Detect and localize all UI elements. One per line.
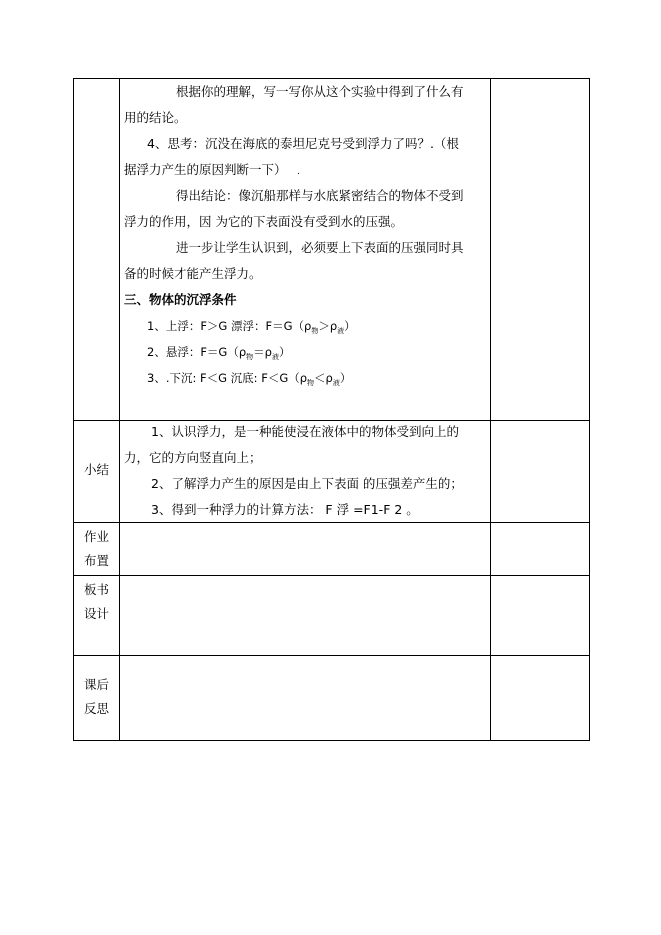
column-divider-left xyxy=(119,79,120,740)
row-divider-homework xyxy=(74,522,589,523)
text-line: 用的结论。 xyxy=(124,110,187,125)
summary-line: 2、了解浮力产生的原因是由上下表面 的压强差产生的； xyxy=(151,476,463,491)
text-line: 4、思考：沉没在海底的泰坦尼克号受到浮力了吗？.（根 xyxy=(147,136,459,151)
text-line: 根据你的理解，写一写你从这个实验中得到了什么有 xyxy=(176,84,464,99)
homework-label-2: 布置 xyxy=(83,553,109,568)
text-line: 浮力的作用，因 为它的下表面没有受到水的压强。 xyxy=(124,214,403,229)
reflection-label-1: 课后 xyxy=(83,677,109,692)
stray-mark: . xyxy=(297,167,300,177)
row-divider-board xyxy=(74,575,589,576)
text-line: 据浮力产生的原因判断一下） xyxy=(124,162,287,177)
condition-sink: 3、.下沉: F＜G 沉底: $F<G(\rho_物<\rho_液)$ xyxy=(147,371,352,387)
condition-suspend: 2、悬浮：$F=G(\rho_物=\rho_液)$ xyxy=(147,345,291,361)
board-label-1: 板书 xyxy=(83,582,109,597)
homework-label-1: 作业 xyxy=(83,529,109,544)
column-divider-right xyxy=(490,79,491,740)
summary-line: 力，它的方向竖直向上； xyxy=(124,450,262,465)
reflection-label-2: 反思 xyxy=(83,701,109,716)
text-line: 备的时候才能产生浮力。 xyxy=(124,266,262,281)
summary-line: 3、得到一种浮力的计算方法： F 浮 =F1-F 2 。 xyxy=(151,502,419,517)
text-line: 进一步让学生认识到，必须要上下表面的压强同时具 xyxy=(176,240,464,255)
summary-label: 小结 xyxy=(83,462,109,477)
section-heading: 三、物体的沉浮条件 xyxy=(124,292,237,307)
summary-line: 1、认识浮力，是一种能使浸在液体中的物体受到向上的 xyxy=(151,424,459,439)
row-divider-summary xyxy=(74,420,589,421)
text-line: 得出结论：像沉船那样与水底紧密结合的物体不受到 xyxy=(176,188,464,203)
condition-float: 1、上浮：F＞G 漂浮：$F=G(\rho_物>\rho_液)$ xyxy=(147,319,356,335)
board-label-2: 设计 xyxy=(83,606,109,621)
row-divider-reflection xyxy=(74,655,589,656)
lesson-table xyxy=(73,78,590,741)
